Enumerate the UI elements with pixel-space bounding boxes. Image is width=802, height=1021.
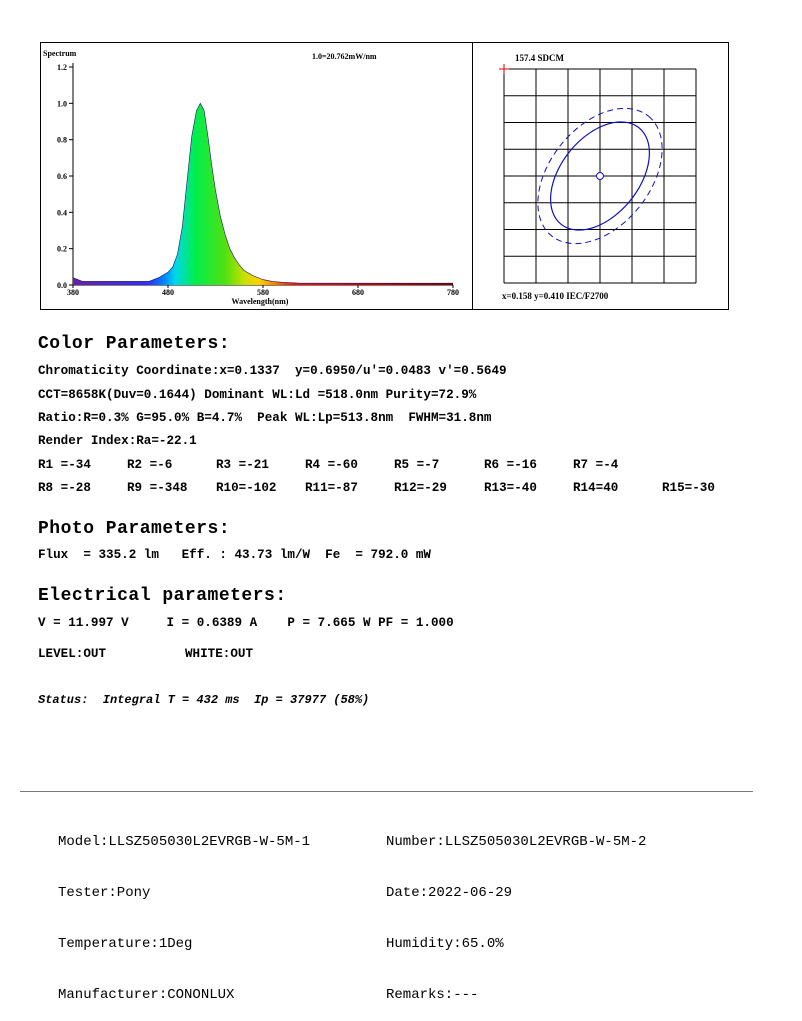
electrical-line: V = 11.997 V I = 0.6389 A P = 7.665 W PF = 1.000 (38, 616, 454, 630)
r-value: R3 =-21 (216, 458, 269, 472)
r-value: R2 =-6 (127, 458, 173, 472)
humidity-text: Humidity:65.0% (386, 936, 504, 952)
x-tick-label: 480 (162, 288, 174, 297)
x-tick-label: 680 (352, 288, 364, 297)
r-value: R6 =-16 (484, 458, 537, 472)
r-value: R13=-40 (484, 481, 537, 495)
status-line: Status: Integral T = 432 ms Ip = 37977 (58%) (38, 693, 370, 707)
spectrum-y-ticks (57, 63, 73, 290)
r-value: R15=-30 (662, 481, 715, 495)
model-text: Model:LLSZ505030L2EVRGB-W-5M-1 (58, 834, 311, 850)
r-value: R1 =-34 (38, 458, 91, 472)
cct-line: CCT=8658K(Duv=0.1644) Dominant WL:Ld =518.0nm Purity=72.9% (38, 388, 477, 402)
y-tick-label: 1.2 (57, 63, 67, 72)
remarks-text: Remarks:--- (386, 987, 479, 1003)
sdcm-title: 157.4 SDCM (515, 53, 564, 63)
y-tick-label: 0.6 (57, 172, 67, 181)
number-text: Number:LLSZ505030L2EVRGB-W-5M-2 (386, 834, 647, 850)
y-tick-label: 1.0 (57, 99, 67, 109)
footer-right (386, 800, 646, 1021)
white-status: WHITE:OUT (185, 647, 254, 661)
r-value: R10=-102 (216, 481, 277, 495)
y-tick-label: 0.2 (57, 244, 67, 254)
r-value: R8 =-28 (38, 481, 91, 495)
flux-line: Flux = 335.2 lm Eff. : 43.73 lm/W Fe = 792.0 mW (38, 548, 431, 562)
sdcm-center-point (597, 173, 604, 180)
spectrum-curve-line (73, 103, 453, 283)
chromaticity-line: Chromaticity Coordinate:x=0.1337 y=0.6950/u'=0.0483 v'=0.5649 (38, 364, 507, 378)
r-value: R7 =-4 (573, 458, 619, 472)
x-tick-label: 380 (67, 288, 79, 297)
footer-divider (20, 791, 753, 792)
spectrum-curve-fill (73, 103, 453, 285)
electrical-params-heading: Electrical parameters: (38, 586, 287, 606)
r-value: R11=-87 (305, 481, 358, 495)
y-tick-label: 0.4 (57, 208, 67, 218)
r-value: R14=40 (573, 481, 619, 495)
x-tick-label: 580 (257, 288, 269, 297)
spectrum-title: Spectrum (43, 49, 77, 58)
date-text: Date:2022-06-29 (386, 885, 513, 901)
r-value: R9 =-348 (127, 481, 188, 495)
render-index-line: Render Index:Ra=-22.1 (38, 434, 197, 448)
spectrum-x-label: Wavelength(nm) (231, 297, 289, 306)
footer-left (58, 800, 310, 1021)
r-value: R12=-29 (394, 481, 447, 495)
tester-text: Tester:Pony (58, 885, 151, 901)
sdcm-chart (473, 42, 729, 310)
spectrum-scale-note: 1.0=20.762mW/nm (312, 52, 377, 61)
x-tick-label: 780 (447, 288, 459, 297)
sdcm-origin-marker (499, 64, 509, 74)
spectrum-x-ticks (67, 285, 459, 297)
manufacturer-text: Manufacturer:CONONLUX (58, 987, 235, 1003)
sdcm-caption: x=0.158 y=0.410 IEC/F2700 (502, 291, 609, 301)
y-tick-label: 0.0 (57, 281, 67, 290)
level-status: LEVEL:OUT (38, 647, 107, 661)
photo-params-heading: Photo Parameters: (38, 519, 231, 539)
r-value: R5 =-7 (394, 458, 440, 472)
ratio-line: Ratio:R=0.3% G=95.0% B=4.7% Peak WL:Lp=513.8nm FWHM=31.8nm (38, 411, 492, 425)
y-tick-label: 0.8 (57, 135, 67, 145)
color-params-heading: Color Parameters: (38, 334, 231, 354)
spectrum-axes (73, 63, 453, 285)
spectrum-chart (40, 42, 472, 310)
r-value: R4 =-60 (305, 458, 358, 472)
temperature-text: Temperature:1Deg (58, 936, 193, 952)
